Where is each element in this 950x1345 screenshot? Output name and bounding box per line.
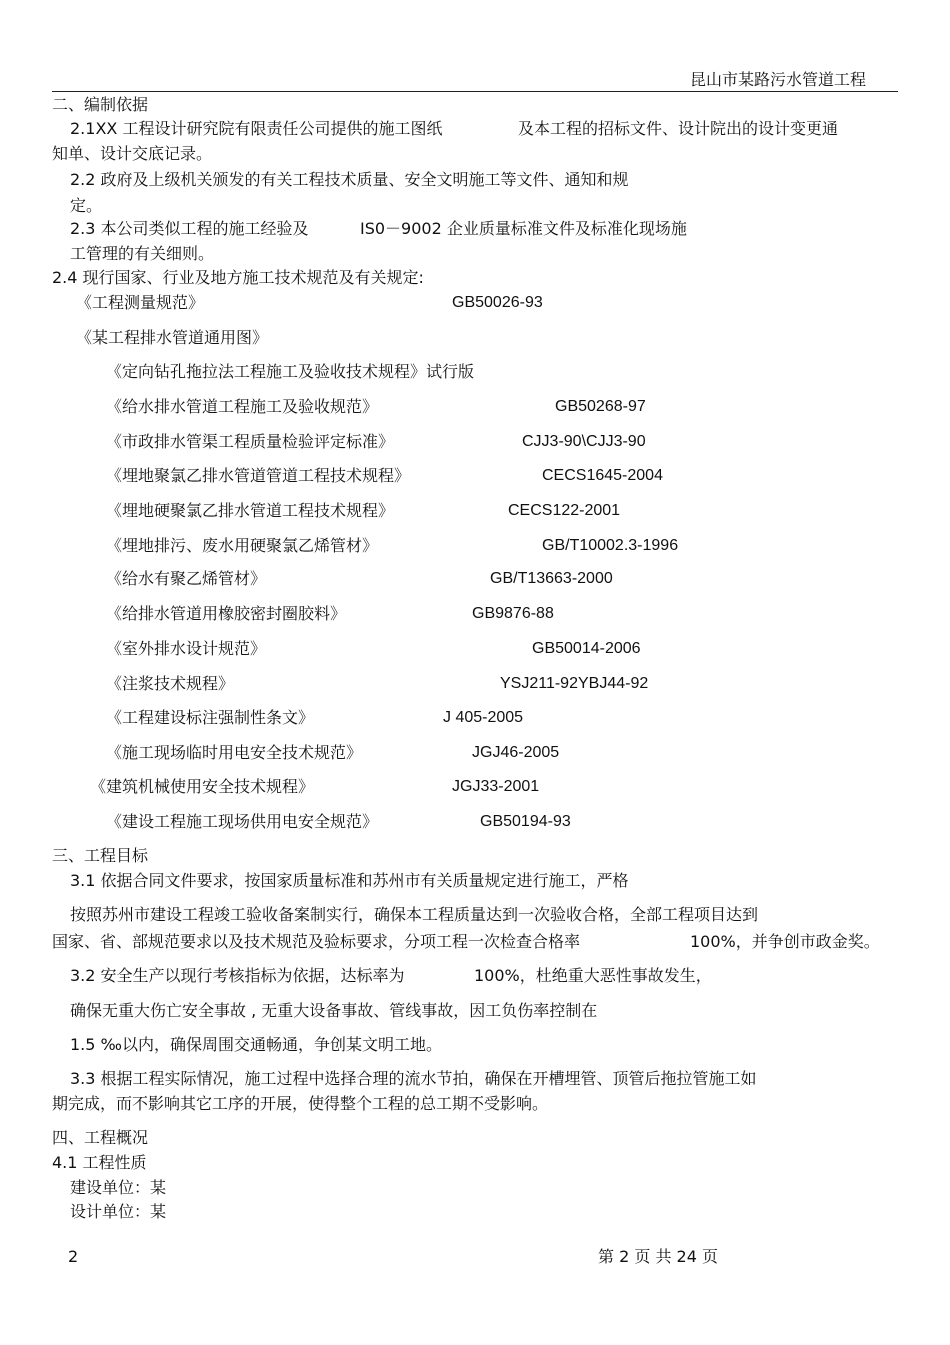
standard-code: CJJ3-90\CJJ3-90	[522, 433, 646, 450]
standard-name: 《注浆技术规程》	[106, 674, 235, 693]
standard-name: 《埋地聚氯乙排水管道管道工程技术规程》	[106, 466, 411, 485]
standard-name: 《埋地硬聚氯乙排水管道工程技术规程》	[106, 501, 395, 520]
page-header-title: 昆山市某路污水管道工程	[690, 70, 867, 89]
para-3-2-line3: 1.5 ‰以内，确保周围交通畅通，争创某文明工地。	[70, 1035, 443, 1054]
para-3-1-line3a: 国家、省、部规范要求以及技术规范及验标要求，分项工程一次检查合格率	[52, 932, 581, 951]
section-4-heading: 四、工程概况	[52, 1128, 149, 1147]
para-2-3-line1b: IS0－9002 企业质量标准文件及标准化现场施	[360, 219, 687, 238]
para-2-2-line1: 2.2 政府及上级机关颁发的有关工程技术质量、安全文明施工等文件、通知和规	[70, 170, 629, 189]
standard-name: 《定向钻孔拖拉法工程施工及验收技术规程》试行版	[106, 362, 475, 381]
para-3-1-line1: 3.1 依据合同文件要求，按国家质量标准和苏州市有关质量规定进行施工，严格	[70, 871, 629, 890]
para-3-2-line2: 确保无重大伤亡安全事故 , 无重大设备事故、管线事故，因工负伤率控制在	[70, 1001, 598, 1020]
standard-code: GB/T13663-2000	[490, 570, 613, 587]
para-2-1-line2: 知单、设计交底记录。	[52, 144, 213, 163]
standard-code: YSJ211-92YBJ44-92	[500, 675, 649, 692]
standard-code: CECS1645-2004	[542, 467, 663, 484]
designer-unit: 设计单位：某	[70, 1202, 167, 1221]
para-3-2-line1b: 100%，杜绝重大恶性事故发生，	[474, 966, 712, 985]
standard-name: 《给水排水管道工程施工及验收规范》	[106, 397, 379, 416]
builder-unit: 建设单位：某	[70, 1178, 167, 1197]
para-3-3-line1: 3.3 根据工程实际情况，施工过程中选择合理的流水节拍，确保在开槽埋管、顶管后拖拉管施工如	[70, 1069, 757, 1088]
section-3-heading: 三、工程目标	[52, 846, 149, 865]
footer-page-info: 第 2 页 共 24 页	[598, 1247, 718, 1266]
para-2-3-line1a: 2.3 本公司类似工程的施工经验及	[70, 219, 309, 238]
standard-code: JGJ46-2005	[472, 744, 560, 761]
standard-name: 《市政排水管渠工程质量检验评定标准》	[106, 432, 395, 451]
standard-code: GB50268-97	[555, 398, 646, 415]
standard-code: GB/T10002.3-1996	[542, 537, 679, 554]
para-2-1-line1a: 2.1XX 工程设计研究院有限责任公司提供的施工图纸	[70, 119, 443, 138]
standard-name: 《给水有聚乙烯管材》	[106, 569, 267, 588]
standard-name: 《工程建设标注强制性条文》	[106, 708, 315, 727]
subsection-4-1: 4.1 工程性质	[52, 1153, 147, 1172]
para-2-4: 2.4 现行国家、行业及地方施工技术规范及有关规定:	[52, 268, 424, 287]
standard-name: 《室外排水设计规范》	[106, 639, 267, 658]
standard-code: GB9876-88	[472, 605, 554, 622]
header-divider	[52, 91, 898, 92]
para-3-2-line1a: 3.2 安全生产以现行考核指标为依据，达标率为	[70, 966, 405, 985]
standard-name: 《工程测量规范》	[76, 293, 205, 312]
standard-code: GB50014-2006	[532, 640, 641, 657]
para-3-1-line3b: 100%，并争创市政金奖。	[690, 932, 880, 951]
para-3-1-line2: 按照苏州市建设工程竣工验收备案制实行，确保本工程质量达到一次验收合格，全部工程项目达到	[70, 905, 759, 924]
standard-name: 《某工程排水管道通用图》	[76, 328, 269, 347]
standard-code: JGJ33-2001	[452, 778, 540, 795]
standard-name: 《建筑机械使用安全技术规程》	[90, 777, 315, 796]
standard-code: CECS122-2001	[508, 502, 621, 519]
standard-name: 《施工现场临时用电安全技术规范》	[106, 743, 363, 762]
section-2-heading: 二、编制依据	[52, 95, 149, 114]
standard-name: 《给排水管道用橡胶密封圈胶料》	[106, 604, 347, 623]
standard-name: 《埋地排污、废水用硬聚氯乙烯管材》	[106, 536, 379, 555]
para-2-1-line1b: 及本工程的招标文件、设计院出的设计变更通	[518, 119, 839, 138]
standard-code: GB50026-93	[452, 294, 543, 311]
para-2-2-line2: 定。	[70, 196, 103, 215]
para-2-3-line2: 工管理的有关细则。	[70, 244, 215, 263]
standard-code: J 405-2005	[443, 709, 524, 726]
standard-name: 《建设工程施工现场供用电安全规范》	[106, 812, 379, 831]
footer-page-number: 2	[68, 1247, 79, 1266]
para-3-3-line2: 期完成，而不影响其它工序的开展，使得整个工程的总工期不受影响。	[52, 1094, 549, 1113]
standard-code: GB50194-93	[480, 813, 571, 830]
